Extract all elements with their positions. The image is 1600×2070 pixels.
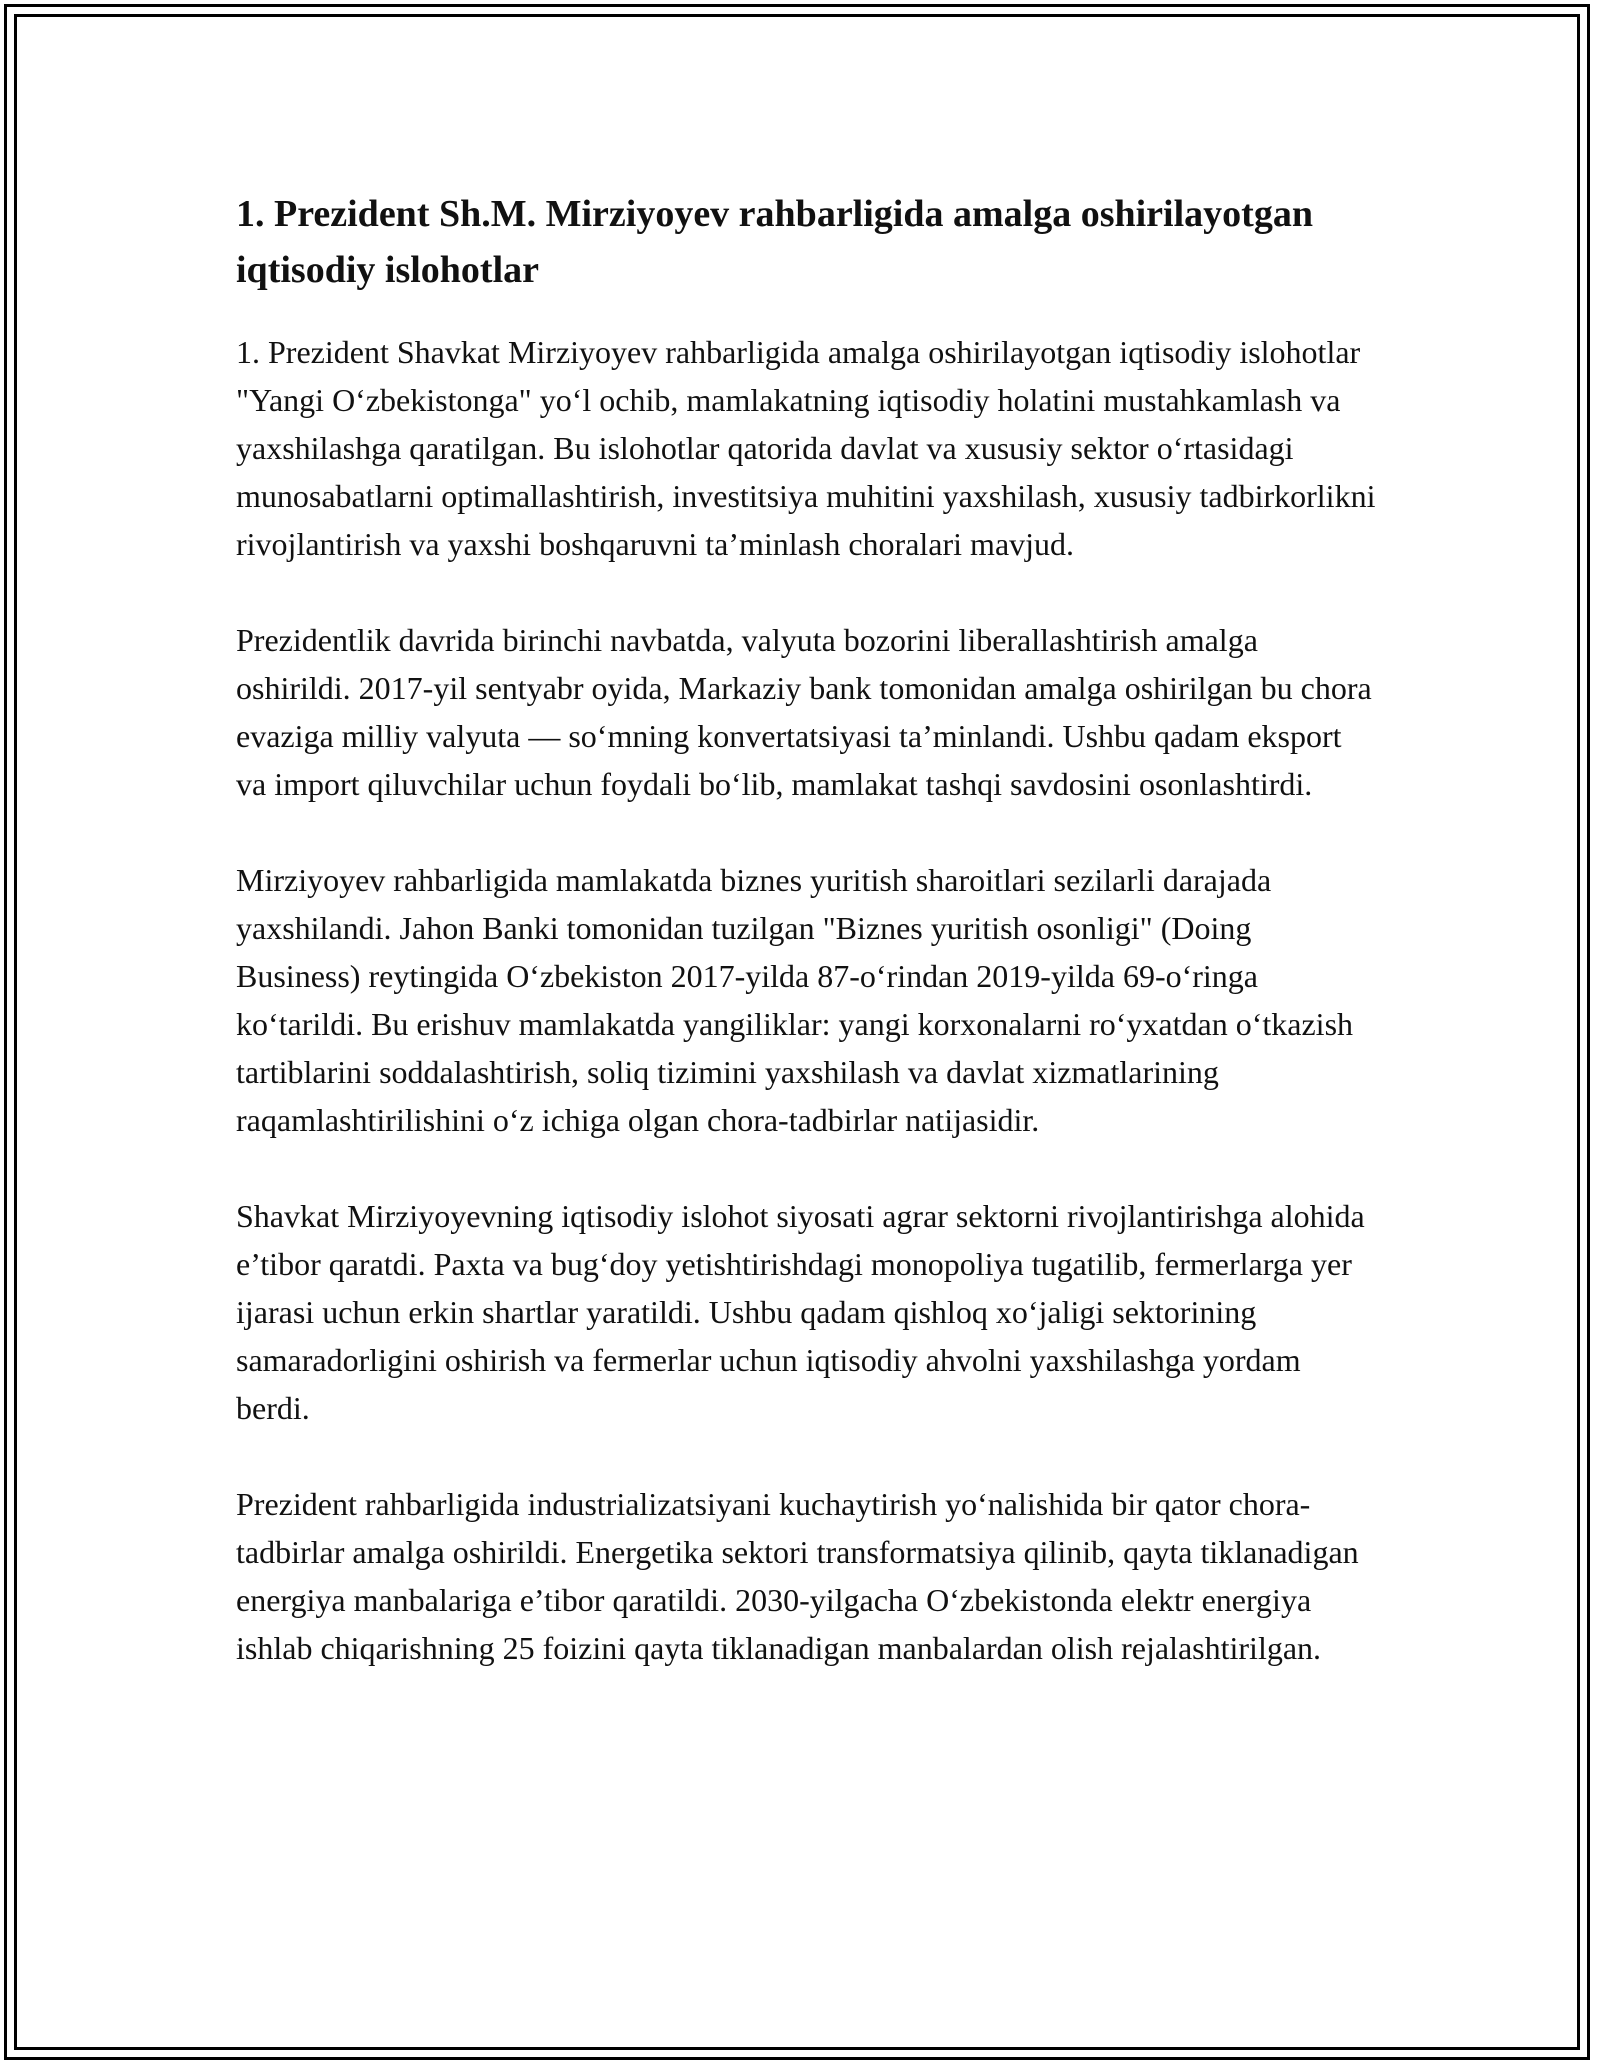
document-body — [236, 186, 1376, 1720]
paragraph-5: Prezident rahbarligida industrializatsiyani kuchaytirish yo‘nalishida bir qator chora-tadbirlar amalga oshirildi. Energetika sektori transformatsiya qilinib, qayta tiklanadigan energiya manbalariga e’tibor qaratildi. 2030-yilgacha O‘zbekistonda elektr energiya ishlab chiqarishning 25 foizini qayta tiklanadigan manbalardan olish rejalashtirilgan. — [236, 1486, 1359, 1666]
paragraph-3: Mirziyoyev rahbarligida mamlakatda biznes yuritish sharoitlari sezilarli darajada yaxshilandi. Jahon Banki tomonidan tuzilgan "Biznes yuritish osonligi" (Doing Business) reytingida O‘zbekiston 2017-yilda 87-o‘rindan 2019-yilda 69-o‘ringa ko‘tarildi. Bu erishuv mamlakatda yangiliklar: yangi korxonalarni ro‘yxatdan o‘tkazish tartiblarini soddalashtirish, soliq tizimini yaxshilash va davlat xizmatlarining raqamlashtirilishini o‘z ichiga olgan chora-tadbirlar natijasidir. — [236, 862, 1354, 1138]
paragraph-2: Prezidentlik davrida birinchi navbatda, valyuta bozorini liberallashtirish amalga oshirildi. 2017-yil sentyabr oyida, Markaziy bank tomonidan amalga oshirilgan bu chora evaziga milliy valyuta — so‘mning konvertatsiyasi ta’minlandi. Ushbu qadam eksport va import qiluvchilar uchun foydali bo‘lib, mamlakat tashqi savdosini osonlashtirdi. — [236, 622, 1372, 802]
paragraph-4: Shavkat Mirziyoyevning iqtisodiy islohot siyosati agrar sektorni rivojlantirishga alohida e’tibor qaratdi. Paxta va bug‘doy yetishtirishdagi monopoliya tugatilib, fermerlarga yer ijarasi uchun erkin shartlar yaratildi. Ushbu qadam qishloq xo‘jaligi sektorining samaradorligini oshirish va fermerlar uchun iqtisodiy ahvolni yaxshilashga yordam berdi. — [236, 1198, 1365, 1426]
paragraph-1: 1. Prezident Shavkat Mirziyoyev rahbarligida amalga oshirilayotgan iqtisodiy islohotlar "Yangi O‘zbekistonga" yo‘l ochib, mamlakatning iqtisodiy holatini mustahkamlash va yaxshilashga qaratilgan. Bu islohotlar qatorida davlat va xususiy sektor o‘rtasidagi munosabatlarni optimallashtirish, investitsiya muhitini yaxshilash, xususiy tadbirkorlikni rivojlantirish va yaxshi boshqaruvni ta’minlash choralari mavjud. — [236, 334, 1376, 562]
section-title: 1. Prezident Sh.M. Mirziyoyev rahbarligida amalga oshirilayotgan iqtisodiy islohotlar — [236, 193, 1313, 291]
